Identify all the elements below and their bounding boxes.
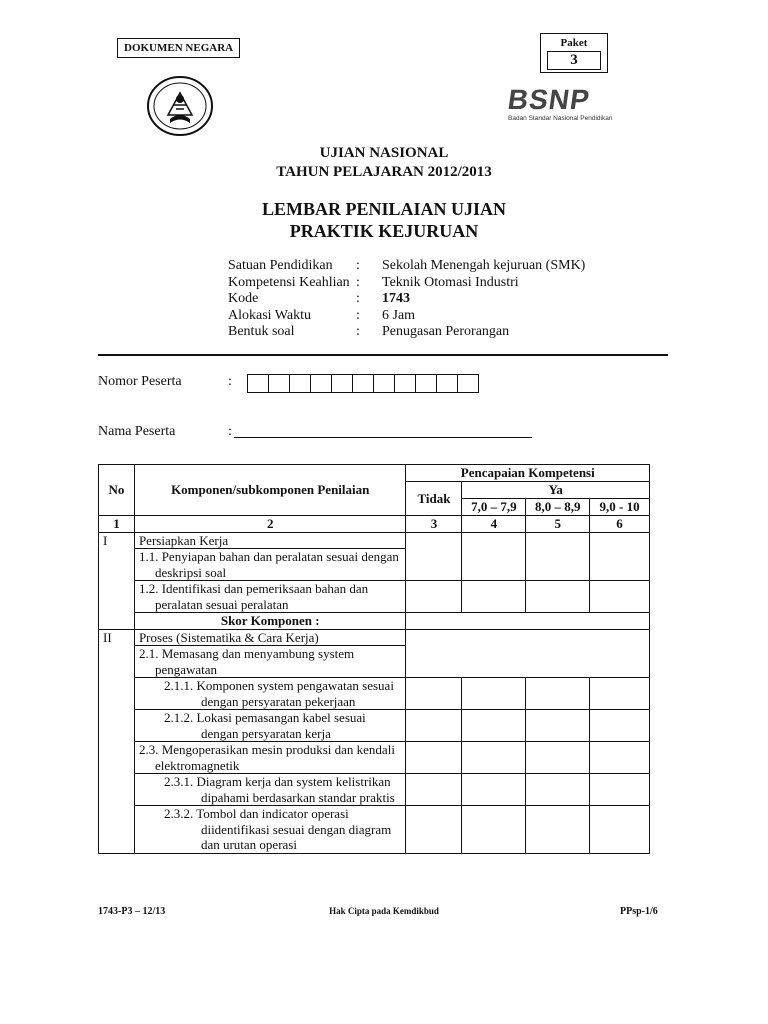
info-colon: : xyxy=(356,324,360,339)
table-row xyxy=(99,532,650,549)
info-key: Satuan Pendidikan xyxy=(228,258,333,273)
digit-box[interactable] xyxy=(290,375,311,392)
info-row xyxy=(228,291,585,308)
header-pencapaian: Pencapaian Kompetensi xyxy=(406,465,650,482)
score-cell[interactable] xyxy=(590,742,650,774)
info-key: Kode xyxy=(228,291,259,306)
header-range-2: 8,0 – 8,9 xyxy=(526,499,590,516)
info-row xyxy=(228,275,585,292)
assessment-table xyxy=(98,464,650,854)
column-number: 6 xyxy=(590,516,650,533)
table-row xyxy=(99,710,650,742)
score-cell[interactable] xyxy=(406,710,462,742)
footer-code: 1743-P3 – 12/13 xyxy=(98,906,166,917)
score-cell[interactable] xyxy=(590,774,650,806)
table-row xyxy=(99,629,650,646)
score-cell[interactable] xyxy=(526,710,590,742)
column-number: 3 xyxy=(406,516,462,533)
score-cell[interactable] xyxy=(462,532,526,581)
header-no: No xyxy=(99,465,135,516)
info-colon: : xyxy=(356,307,360,323)
score-cell[interactable] xyxy=(526,581,590,613)
digit-box[interactable] xyxy=(269,375,290,392)
digit-box[interactable] xyxy=(416,375,437,392)
digit-box[interactable] xyxy=(437,375,458,392)
table-row xyxy=(99,581,650,613)
score-cell[interactable] xyxy=(406,774,462,806)
nama-colon: : xyxy=(228,424,232,439)
score-cell[interactable] xyxy=(590,532,650,581)
header-tidak: Tidak xyxy=(406,482,462,516)
score-cell[interactable] xyxy=(406,581,462,613)
digit-box[interactable] xyxy=(353,375,374,392)
exam-info xyxy=(228,258,585,341)
paket-box xyxy=(540,33,608,73)
info-key: Alokasi Waktu xyxy=(228,307,311,323)
divider xyxy=(98,354,668,356)
header-ya: Ya xyxy=(462,482,650,499)
nama-peserta-label: Nama Peserta xyxy=(98,424,176,439)
column-number: 1 xyxy=(99,516,135,533)
tut-wuri-handayani-logo xyxy=(146,75,214,137)
table-row xyxy=(99,516,650,533)
paket-label: Paket xyxy=(560,37,588,49)
score-cell[interactable] xyxy=(526,806,590,854)
table-row xyxy=(99,774,650,806)
sheet-subtitle: PRAKTIK KEJURUAN xyxy=(289,221,479,241)
item-2-3-1: 2.3.1. Diagram kerja dan system kelistrikan dipahami berdasarkan standar praktis xyxy=(134,774,406,806)
digit-box[interactable] xyxy=(248,375,269,392)
info-row xyxy=(228,324,585,341)
digit-box[interactable] xyxy=(332,375,353,392)
score-cell[interactable] xyxy=(462,710,526,742)
score-cell[interactable] xyxy=(462,774,526,806)
item-2-1-1: 2.1.1. Komponen system pengawatan sesuai dengan persyaratan pekerjaan xyxy=(134,678,406,710)
item-1-1: 1.1. Penyiapan bahan dan peralatan sesuai dengan deskripsi soal xyxy=(134,549,406,581)
skor-komponen-cell[interactable] xyxy=(406,613,650,630)
score-cell[interactable] xyxy=(526,742,590,774)
header-range-3: 9,0 - 10 xyxy=(590,499,650,516)
academic-year: TAHUN PELAJARAN 2012/2013 xyxy=(276,164,492,180)
table-row xyxy=(99,742,650,774)
bsnp-logo-text: BSNP xyxy=(505,84,593,115)
section-number: I xyxy=(99,532,135,629)
document-classification-label: DOKUMEN NEGARA xyxy=(117,38,240,58)
score-cell[interactable] xyxy=(590,806,650,854)
score-cell[interactable] xyxy=(590,581,650,613)
info-value: Sekolah Menengah kejuruan (SMK) xyxy=(382,258,586,273)
score-cell[interactable] xyxy=(406,678,462,710)
footer-copyright: Hak Cipta pada Kemdikbud xyxy=(329,906,439,916)
info-value: 6 Jam xyxy=(382,307,416,323)
info-value: Penugasan Perorangan xyxy=(382,324,510,339)
info-colon: : xyxy=(356,258,360,273)
item-2-1-2: 2.1.2. Lokasi pemasangan kabel sesuai dengan persyaratan kerja xyxy=(134,710,406,742)
sheet-title: LEMBAR PENILAIAN UJIAN xyxy=(261,199,507,219)
score-cell[interactable] xyxy=(462,581,526,613)
section-title: Proses (Sistematika & Cara Kerja) xyxy=(134,629,406,646)
info-value: Teknik Otomasi Industri xyxy=(382,274,519,290)
nomor-colon: : xyxy=(228,374,232,389)
info-row xyxy=(228,258,585,275)
digit-box[interactable] xyxy=(458,375,478,392)
nomor-peserta-boxes[interactable] xyxy=(247,374,479,393)
bsnp-logo xyxy=(505,84,648,122)
section-number: II xyxy=(99,629,135,853)
column-number: 2 xyxy=(134,516,406,533)
score-cell[interactable] xyxy=(526,532,590,581)
skor-komponen-label: Skor Komponen : xyxy=(134,613,406,630)
header-komponen: Komponen/subkomponen Penilaian xyxy=(134,465,406,516)
table-row xyxy=(99,806,650,854)
info-colon: : xyxy=(356,291,360,306)
table-row xyxy=(99,678,650,710)
digit-box[interactable] xyxy=(311,375,332,392)
nomor-peserta-label: Nomor Peserta xyxy=(98,374,182,389)
section-title: Persiapkan Kerja xyxy=(134,532,406,549)
item-2-3-2: 2.3.2. Tombol dan indicator operasi diidentifikasi sesuai dengan diagram dan urutan operasi xyxy=(134,806,406,854)
score-cell[interactable] xyxy=(462,678,526,710)
score-cell[interactable] xyxy=(526,774,590,806)
footer-page: PPsp-1/6 xyxy=(620,906,658,917)
score-cell[interactable] xyxy=(590,678,650,710)
score-cell[interactable] xyxy=(462,806,526,854)
item-2-1: 2.1. Memasang dan menyambung system pengawatan xyxy=(134,646,406,678)
digit-box[interactable] xyxy=(395,375,416,392)
score-cell[interactable] xyxy=(406,806,462,854)
score-cell[interactable] xyxy=(590,710,650,742)
nama-peserta-line[interactable] xyxy=(234,437,532,438)
score-cell[interactable] xyxy=(406,532,462,581)
header-range-1: 7,0 – 7,9 xyxy=(462,499,526,516)
item-2-3: 2.3. Mengoperasikan mesin produksi dan kendali elektromagnetik xyxy=(134,742,406,774)
merged-empty-cell xyxy=(406,629,650,678)
item-1-2: 1.2. Identifikasi dan pemeriksaan bahan dan peralatan sesuai peralatan xyxy=(134,581,406,613)
info-key: Bentuk soal xyxy=(228,324,295,339)
column-number: 5 xyxy=(526,516,590,533)
score-cell[interactable] xyxy=(526,678,590,710)
info-value: 1743 xyxy=(382,291,410,306)
score-cell[interactable] xyxy=(406,742,462,774)
column-number: 4 xyxy=(462,516,526,533)
info-row xyxy=(228,308,585,325)
score-cell[interactable] xyxy=(462,742,526,774)
digit-box[interactable] xyxy=(374,375,395,392)
paket-number: 3 xyxy=(547,51,601,70)
table-row xyxy=(99,613,650,630)
info-key: Kompetensi Keahlian xyxy=(228,274,350,290)
bsnp-subtitle: Badan Standar Nasional Pendidikan xyxy=(508,115,613,122)
exam-title: UJIAN NASIONAL xyxy=(319,145,449,161)
info-colon: : xyxy=(356,274,360,290)
table-row xyxy=(99,465,650,482)
